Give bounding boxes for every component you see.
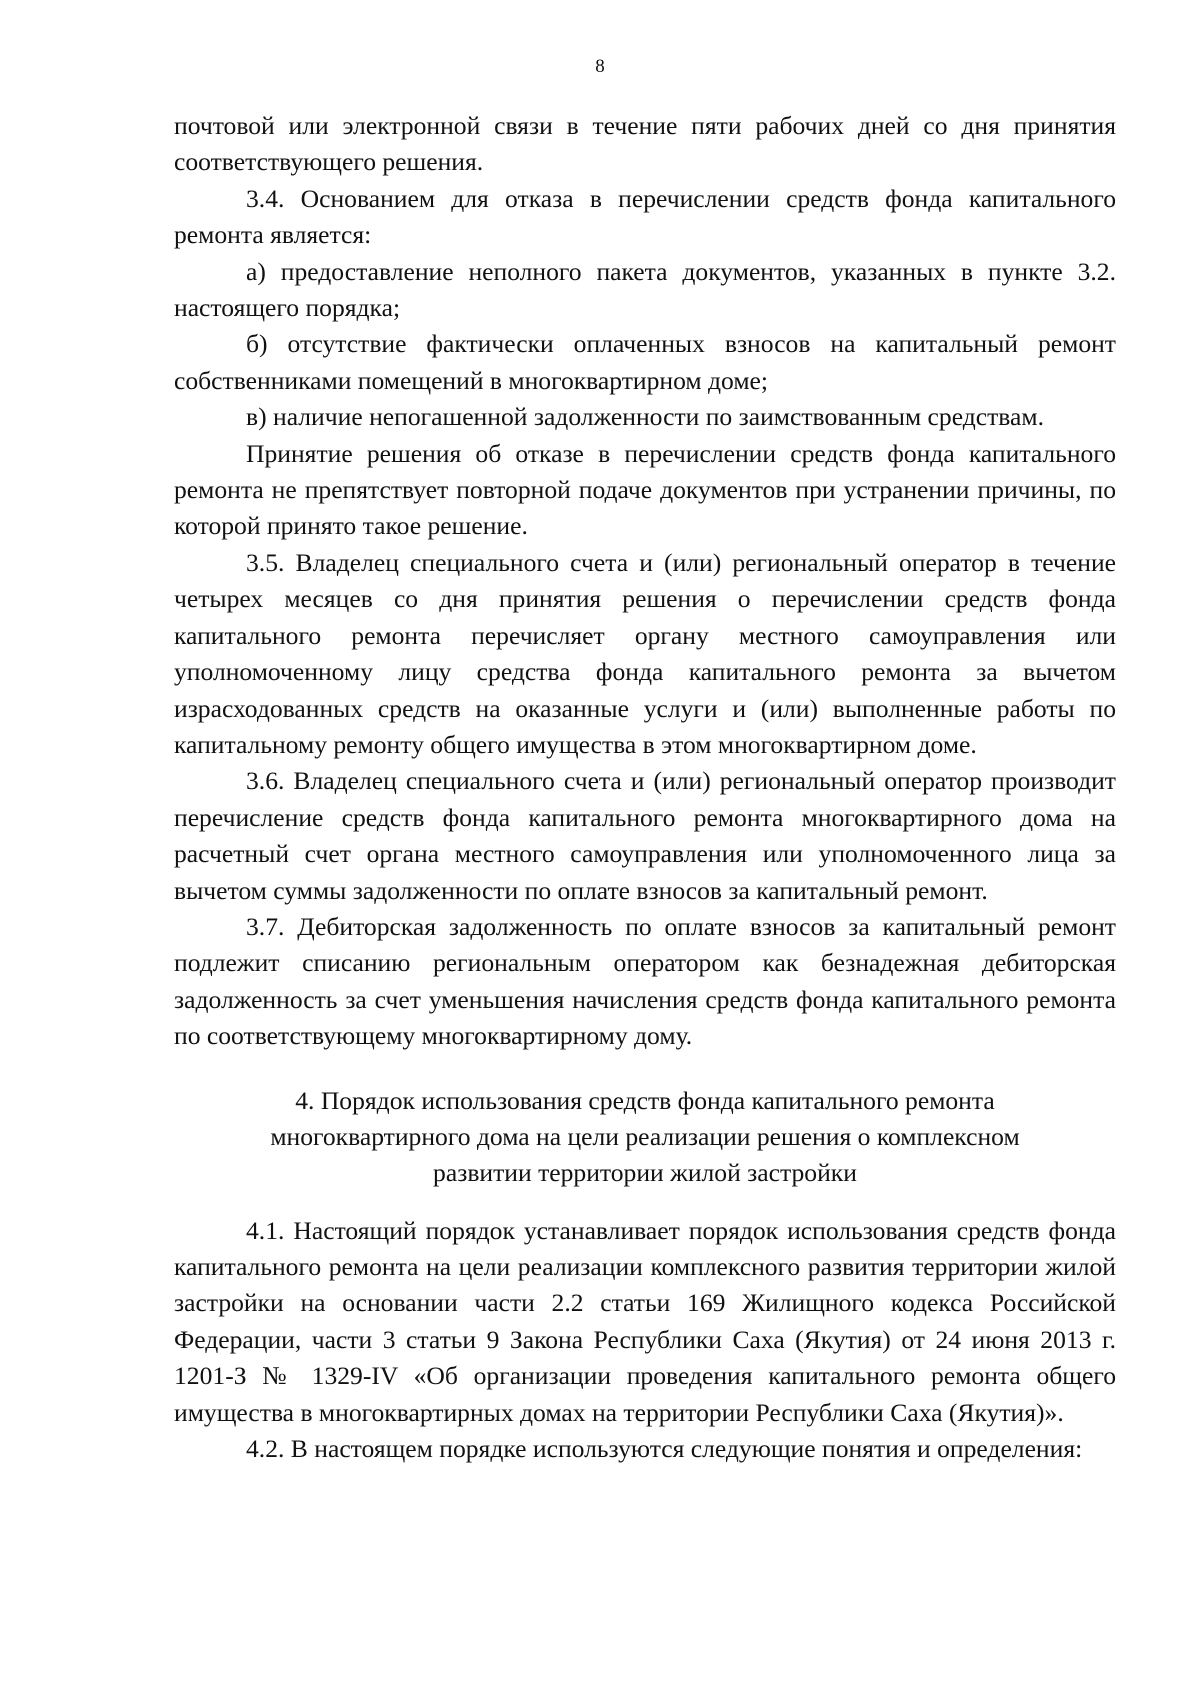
paragraph-3-6: 3.6. Владелец специального счета и (или) региональный оператор производит перечисление средств фонда капитального ремонта многоквартирного дома на расчетный счет органа местного самоуправления или уполномоченного лица за вычетом суммы задолженности по оплате взносов за капитальный ремонт. bbox=[174, 766, 1116, 905]
paragraph-3-7: 3.7. Дебиторская задолженность по оплате взносов за капитальный ремонт подлежит списанию региональным оператором как безнадежная дебиторская задолженность за счет уменьшения начисления средств фонда капитального ремонта по соответствующему многоквартирному дому. bbox=[174, 911, 1116, 1051]
paragraph-4-2: 4.2. В настоящем порядке используются следующие понятия и определения: bbox=[246, 1434, 1083, 1463]
section-heading-line: развитии территории жилой застройки bbox=[433, 1157, 857, 1187]
paragraph-3-4-c: в) наличие непогашенной задолженности по заимствованным средствам. bbox=[246, 402, 1044, 432]
paragraph-4-1: 4.1. Настоящий порядок устанавливает порядок использования средств фонда капитального ремонта на цели реализации комплексного развития территории жилой застройки на основании части 2.2 статьи 169 Жилищного кодекса Российской Федерации, части 3 статьи 9 Закона Республики Саха (Якутия) от 24 июня 2013 г. 1201-З № 1329-IV «Об организации проведения капитального ремонта общего имущества в многоквартирных домах на территории Республики Саха (Якутия)». bbox=[174, 1215, 1116, 1427]
paragraph-3-4-a: а) предоставление неполного пакета документов, указанных в пункте 3.2. настоящего порядка; bbox=[174, 256, 1116, 323]
paragraph-3-4: 3.4. Основанием для отказа в перечислении средств фонда капитального ремонта является: bbox=[174, 183, 1116, 250]
section-heading bbox=[174, 1083, 1116, 1191]
document-body bbox=[174, 108, 1116, 1467]
section-heading-line: многоквартирного дома на цели реализации решения о комплексном bbox=[270, 1121, 1020, 1151]
paragraph-3-4-b: б) отсутствие фактически оплаченных взносов на капитальный ремонт собственниками помещений в многоквартирном доме; bbox=[174, 329, 1116, 395]
section-heading-line: 4. Порядок использования средств фонда капитального ремонта bbox=[295, 1085, 995, 1115]
page-number: 8 bbox=[595, 56, 605, 77]
paragraph-refusal-note: Принятие решения об отказе в перечислении средств фонда капитального ремонта не препятствует повторной подаче документов при устранении причины, по которой принято такое решение. bbox=[174, 438, 1116, 541]
paragraph-3-5: 3.5. Владелец специального счета и (или) региональный оператор в течение четырех месяцев со дня принятия решения о перечислении средств фонда капитального ремонта перечисляет органу местного самоуправления или уполномоченному лицу средства фонда капитального ремонта за вычетом израсходованных средств на оказанные услуги и (или) выполненные работы по капитальному ремонту общего имущества в этом многоквартирном доме. bbox=[174, 547, 1116, 759]
paragraph-continuation: почтовой или электронной связи в течение пяти рабочих дней со дня принятия соответствующего решения. bbox=[174, 111, 1116, 177]
